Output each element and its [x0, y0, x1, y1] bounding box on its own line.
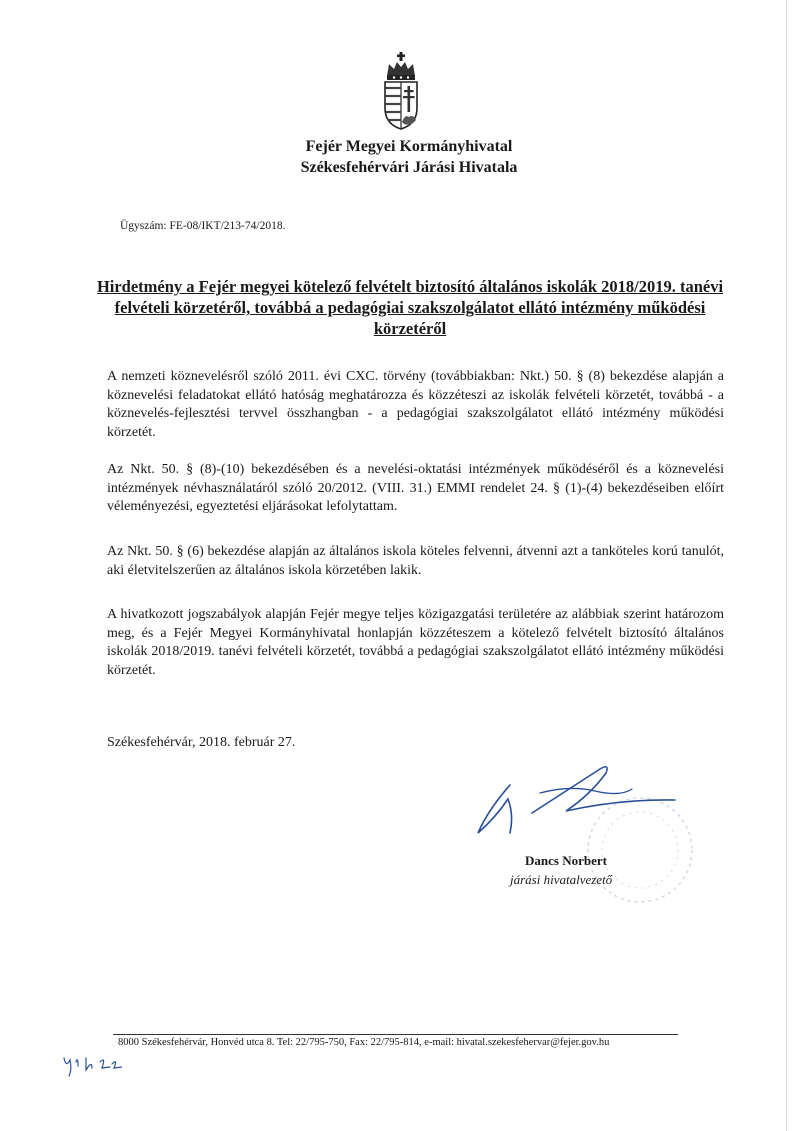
footer-address: 8000 Székesfehérvár, Honvéd utca 8. Tel: 22/795-750, Fax: 22/795-814, e-mail: hivatal.szekesfehervar@fejer.gov.hu: [118, 1037, 610, 1048]
footer-divider: [113, 1034, 678, 1035]
body-paragraph-2: Az Nkt. 50. § (8)-(10) bekezdésében és a nevelési-oktatási intézmények működéséről és a köznevelési intézmények névhasználatáról szóló 20/2012. (VIII. 31.) EMMI rendelet 24. § (1)-(4) bekezdéseiben előírt véleményezési, egyeztetési eljárásokat lefolytattam.: [107, 462, 724, 515]
issuer-header: [0, 136, 800, 178]
handwritten-signature-icon: [470, 755, 680, 850]
issuer-line-1: Fejér Megyei Kormányhivatal: [305, 138, 513, 155]
coat-of-arms-icon: [382, 52, 420, 130]
handwritten-note-icon: [62, 1052, 122, 1078]
signer-title: járási hivatalvezető: [510, 872, 613, 887]
case-number: Ügyszám: FE-08/IKT/213-74/2018.: [120, 220, 286, 232]
notice-title: Hirdetmény a Fejér megyei kötelező felvételt biztosító általános iskolák 2018/2019. tanévi felvételi körzetéről, továbbá a pedagógiai szakszolgálatot ellátó intézmény működési körzetéről: [96, 277, 724, 338]
body-paragraph-3: Az Nkt. 50. § (6) bekezdése alapján az általános iskola köteles felvenni, átvenni azt a tanköteles korú tanulót, aki életvitelszerűen az általános iskola körzetében lakik.: [107, 544, 724, 578]
body-paragraph-4: A hivatkozott jogszabályok alapján Fejér megye teljes közigazgatási területére az alábbiak szerint határozom meg, és a Fejér Megyei Kormányhivatal honlapján közzéteszem a kötelező felvételt biztosító általános iskolák 2018/2019. tanévi felvételi körzetét, továbbá a pedagógiai szakszolgálatot ellátó intézmény működési körzetét.: [107, 607, 724, 678]
signer-name: Dancs Norbert: [525, 853, 607, 868]
body-paragraph-1: A nemzeti köznevelésről szóló 2011. évi CXC. törvény (továbbiakban: Nkt.) 50. § (8) bekezdése alapján a köznevelési feladatokat ellátó hatóság meghatározza és közzéteszi az iskolák felvételi körzetét, továbbá - a köznevelés-fejlesztési tervvel összhangban - a pedagógiai szakszolgálatot ellátó intézmény működési körzetét.: [107, 369, 724, 440]
issuer-line-2: Székesfehérvári Járási Hivatala: [300, 159, 518, 176]
place-and-date: Székesfehérvár, 2018. február 27.: [107, 735, 296, 750]
